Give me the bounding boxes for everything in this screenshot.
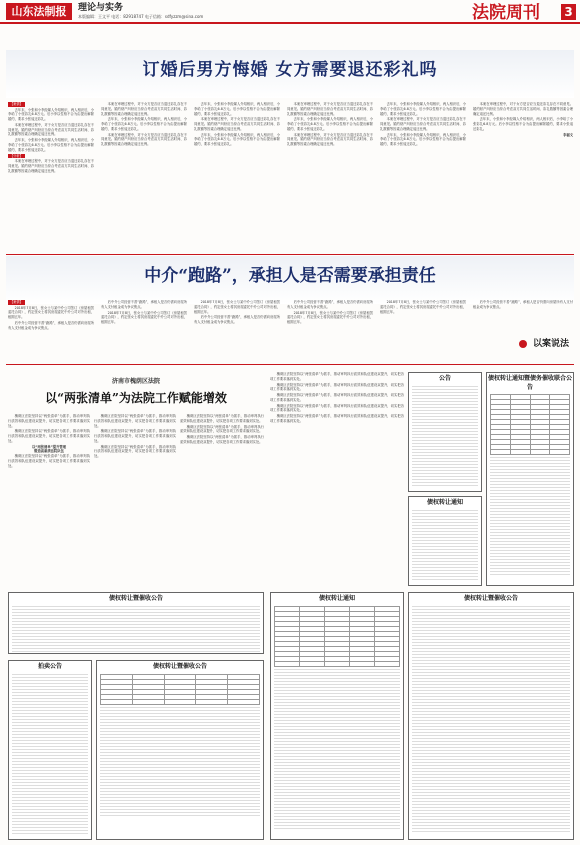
article3-para: 槐荫区法院坚持以“两张清单”为抓手，推动审判执行质效和队伍建设双提升，切实把各项工作要求落到实处。 [270, 382, 404, 392]
notice-gonggao [408, 372, 482, 492]
weekly-title: 法院周刊 [472, 3, 540, 23]
article2-para: 2018年7月8日，张女士与某中介公司签订《房屋租赁委托合同》，约定张女士将其房屋委托中介公司对外出租，租期五年。 [287, 310, 373, 325]
divider [6, 254, 574, 255]
article3-col3 [180, 414, 264, 584]
divider [6, 364, 574, 365]
article1-para: 本案在审理过程中，对于女方是否应当退还彩礼存在不同意见。婚约财产纠纷应当综合考虑双方共同生活时间、彩礼数额等因素合理确定返还比例。 [8, 122, 94, 137]
masthead [0, 0, 580, 24]
article3-para: 槐荫区法院坚持以“两张清单”为抓手，推动审判执行质效和队伍建设双提升，切实把各项工作要求落到实处。 [270, 414, 404, 423]
article1-headline: 订婚后男方悔婚 女方需要退还彩礼吗 [142, 60, 438, 80]
article3-col1 [8, 414, 90, 584]
article2-col4 [287, 300, 373, 356]
article1-byline: 李福文 [563, 132, 573, 137]
notice-title: 拍卖公告 [37, 663, 62, 670]
article1-para: 本案在审理过程中，对于女方是否应当退还彩礼存在不同意见。婚约财产纠纷应当综合考虑双方共同生活时间、彩礼数额等因素合理确定返还比例。 [194, 117, 280, 131]
notice-title: 债权转让暨催收公告 [108, 595, 163, 602]
article1-col3 [194, 102, 280, 252]
court-name: 济南市槐荫区法院 [111, 378, 160, 385]
article1-para: 去年末，小张和小李经媒人介绍相识，两人相识后，小李给了小张彩礼6.8万元。后小李以性格不合为由提出解除婚约，要求小张返还彩礼。 [194, 132, 280, 147]
article3-para: 槐荫区法院坚持以“两张清单”为抓手，推动审判执行质效和队伍建设双提升，切实把各项工作要求落到实处。 [94, 429, 176, 443]
article1-col4 [287, 102, 373, 252]
article3-para: 槐荫区法院坚持以“两张清单”为抓手，推动审判执行质效和队伍建设双提升，切实把各项工作要求落到实处。 [180, 414, 264, 423]
article1-para: 去年末，小张和小李经媒人介绍相识，两人相识后，小李给了小张彩礼6.8万元。后小李以性格不合为由提出解除婚约，要求小张返还彩礼。 [101, 117, 187, 131]
analysis-tag: 【分析】 [10, 153, 23, 158]
article3-para: 槐荫区法院坚持以“两张清单”为抓手，推动审判执行质效和队伍建设双提升，切实把各项工作要求落到实处。 [8, 414, 90, 428]
notice-transfer2 [270, 592, 404, 840]
article2-para: 后中介公司经营不善“跑路”，承租人是否仍需向房屋所有人支付租金成为争议焦点。 [194, 315, 280, 325]
article1-para: 去年末，小张和小李经媒人介绍相识，两人相识后，小李给了小张彩礼6.8万元。后小李以性格不合为由提出解除婚约，要求小张返还彩礼。 [194, 102, 280, 116]
case-tag: 【案情】 [10, 102, 23, 106]
notice-title: 债权转让通知暨债务催收联合公告 [487, 375, 572, 391]
editor-info: 本版编辑：王文平 电话：82918747 电子信箱：sdfyzzm@sina.com [78, 14, 204, 19]
article1-col1 [8, 102, 94, 252]
article2-col5 [380, 300, 466, 336]
article1-para: 本案在审理过程中，对于女方是否应当退还彩礼存在不同意见。婚约财产纠纷应当综合考虑双方共同生活时间、彩礼数额等因素合理确定返还比例。 [287, 132, 373, 147]
article1-para: 去年末，小张和小李经媒人介绍相识，两人相识后，小李给了小张彩礼6.8万元。后小李以性格不合为由提出解除婚约，要求小张返还彩礼。 [380, 132, 466, 147]
article2-para: 后中介公司经营不善“跑路”，承租人是否仍需向房屋所有人支付租金成为争议焦点。 [287, 300, 373, 309]
article1-para: 本案在审理过程中，对于女方是否应当退还彩礼存在不同意见。婚约财产纠纷应当综合考虑双方共同生活时间、彩礼数额等因素合理确定返还比例。 [8, 159, 94, 173]
article3-para: 槐荫区法院坚持以“两张清单”为抓手，推动审判执行质效和队伍建设双提升，切实把各项工作要求落到实处。 [8, 454, 90, 468]
notice-transfer-big [486, 372, 574, 586]
notice-title: 公告 [438, 375, 451, 382]
article2-para: 2018年7月8日，张女士与某中介公司签订《房屋租赁委托合同》，约定张女士将其房屋委托中介公司对外出租，租期五年。 [8, 305, 94, 320]
article2-col2 [101, 300, 187, 356]
bullet-icon [519, 340, 527, 348]
notice-transfer1 [408, 496, 482, 586]
article3-para: 槐荫区法院坚持以“两张清单”为抓手，推动审判执行质效和队伍建设双提升，切实把各项工作要求落到实处。 [270, 403, 404, 413]
notice-transfer-b2 [408, 592, 574, 840]
article2-col3 [194, 300, 280, 356]
article1-para: 去年末，小张和小李经媒人介绍相识，两人相识后，小李给了小张彩礼6.8万元。后小李以性格不合为由提出解除婚约，要求小张返还彩礼。 [287, 117, 373, 131]
article3-subhead: 以“两张清单”提升管理 [31, 444, 66, 449]
notice-auction [8, 660, 92, 840]
article1-col2 [101, 102, 187, 252]
notice-title: 债权转让暨催收公告 [463, 595, 518, 602]
article3-subhead: 锻造高素质法院队伍 [34, 449, 64, 454]
article2-col6 [473, 300, 573, 336]
article2-para: 后中介公司经营不善“跑路”，承租人是否仍需向房屋所有人支付租金成为争议焦点。 [101, 300, 187, 309]
case-note-label [400, 338, 572, 352]
article1-para: 本案在审理过程中，对于女方是否应当退还彩礼存在不同意见。婚约财产纠纷应当综合考虑双方共同生活时间、彩礼数额等因素合理确定返还比例。 [101, 132, 187, 147]
article3-col4 [270, 372, 404, 586]
article2-col1 [8, 300, 94, 356]
article1-para: 本案在审理过程中，对于女方是否应当退还彩礼存在不同意见。婚约财产纠纷应当综合考虑双方共同生活时间、彩礼数额等因素合理确定返还比例。 [473, 102, 573, 116]
article1-para: 去年末，小张和小李经媒人介绍相识，两人相识后，小李给了小张彩礼6.8万元。后小李以性格不合为由提出解除婚约，要求小张返还彩礼。 [380, 102, 466, 116]
article3-col2 [94, 414, 176, 584]
article3-para: 槐荫区法院坚持以“两张清单”为抓手，推动审判执行质效和队伍建设双提升，切实把各项工作要求落到实处。 [180, 435, 264, 444]
notice-table [100, 674, 260, 705]
article1-para: 本案在审理过程中，对于女方是否应当退还彩礼存在不同意见。婚约财产纠纷应当综合考虑双方共同生活时间、彩礼数额等因素合理确定返还比例。 [380, 117, 466, 131]
notice-transfer-a [8, 592, 264, 654]
article2-para: 2018年7月8日，张女士与某中介公司签订《房屋租赁委托合同》，约定张女士将其房屋委托中介公司对外出租，租期五年。 [101, 310, 187, 325]
article1-para: 本案在审理过程中，对于女方是否应当退还彩礼存在不同意见。婚约财产纠纷应当综合考虑双方共同生活时间、彩礼数额等因素合理确定返还比例。 [287, 102, 373, 116]
article2-headline: 中介“跑路”，承担人是否需要承担责任 [144, 266, 436, 286]
article3-para: 槐荫区法院坚持以“两张清单”为抓手，推动审判执行质效和队伍建设双提升，切实把各项工作要求落到实处。 [270, 393, 404, 402]
page-number: 3 [561, 4, 576, 20]
article3-para: 槐荫区法院坚持以“两张清单”为抓手，推动审判执行质效和队伍建设双提升，切实把各项工作要求落到实处。 [180, 424, 264, 434]
notice-table [490, 394, 570, 455]
article3-para: 槐荫区法院坚持以“两张清单”为抓手，推动审判执行质效和队伍建设双提升，切实把各项工作要求落到实处。 [94, 444, 176, 459]
notice-title: 债权转让通知 [426, 499, 463, 506]
newspaper-logo: 山东法制报 [6, 3, 72, 20]
article1-col6 [473, 102, 573, 252]
article2-para: 后中介公司经营不善“跑路”，承租人是否仍需向房屋所有人支付租金成为争议焦点。 [8, 320, 94, 330]
article3-para: 槐荫区法院坚持以“两张清单”为抓手，推动审判执行质效和队伍建设双提升，切实把各项工作要求落到实处。 [270, 372, 404, 381]
article1-para: 本案在审理过程中，对于女方是否应当退还彩礼存在不同意见。婚约财产纠纷应当综合考虑双方共同生活时间、彩礼数额等因素合理确定返还比例。 [101, 102, 187, 116]
article1-para: 去年末，小张和小李经媒人介绍相识，两人相识后，小李给了小张彩礼6.8万元。后小李以性格不合为由提出解除婚约，要求小张返还彩礼。 [8, 138, 94, 152]
case-note-text: 以案说法 [532, 339, 569, 349]
section-name: 理论与实务 [78, 3, 124, 13]
article2-para: 2018年7月8日，张女士与某中介公司签订《房屋租赁委托合同》，约定张女士将其房屋委托中介公司对外出租，租期五年。 [194, 300, 280, 314]
article1-para: 去年末，小张和小李经媒人介绍相识，两人相识后，小李给了小张彩礼6.8万元。后小李以性格不合为由提出解除婚约，要求小张返还彩礼。 [8, 107, 94, 122]
notice-transfer-b [96, 660, 264, 840]
article3-headline: 以“两张清单”为法院工作赋能增效 [45, 391, 227, 405]
case-tag: 【案情】 [10, 300, 23, 304]
notice-title: 债权转让暨催收公告 [152, 663, 207, 670]
notice-title: 债权转让通知 [318, 595, 355, 602]
notice-table [274, 606, 400, 667]
article3-para: 槐荫区法院坚持以“两张清单”为抓手，推动审判执行质效和队伍建设双提升，切实把各项工作要求落到实处。 [8, 429, 90, 443]
article1-para: 去年末，小张和小李经媒人介绍相识，两人相识后，小李给了小张彩礼6.8万元。后小李以性格不合为由提出解除婚约，要求小张返还彩礼。 [473, 117, 573, 131]
article3-para: 槐荫区法院坚持以“两张清单”为抓手，推动审判执行质效和队伍建设双提升，切实把各项工作要求落到实处。 [94, 414, 176, 428]
article2-para: 2018年7月8日，张女士与某中介公司签订《房屋租赁委托合同》，约定张女士将其房屋委托中介公司对外出租，租期五年。 [380, 300, 466, 314]
article2-para: 后中介公司经营不善“跑路”，承租人是否仍需向房屋所有人支付租金成为争议焦点。 [473, 300, 573, 309]
article1-col5 [380, 102, 466, 252]
